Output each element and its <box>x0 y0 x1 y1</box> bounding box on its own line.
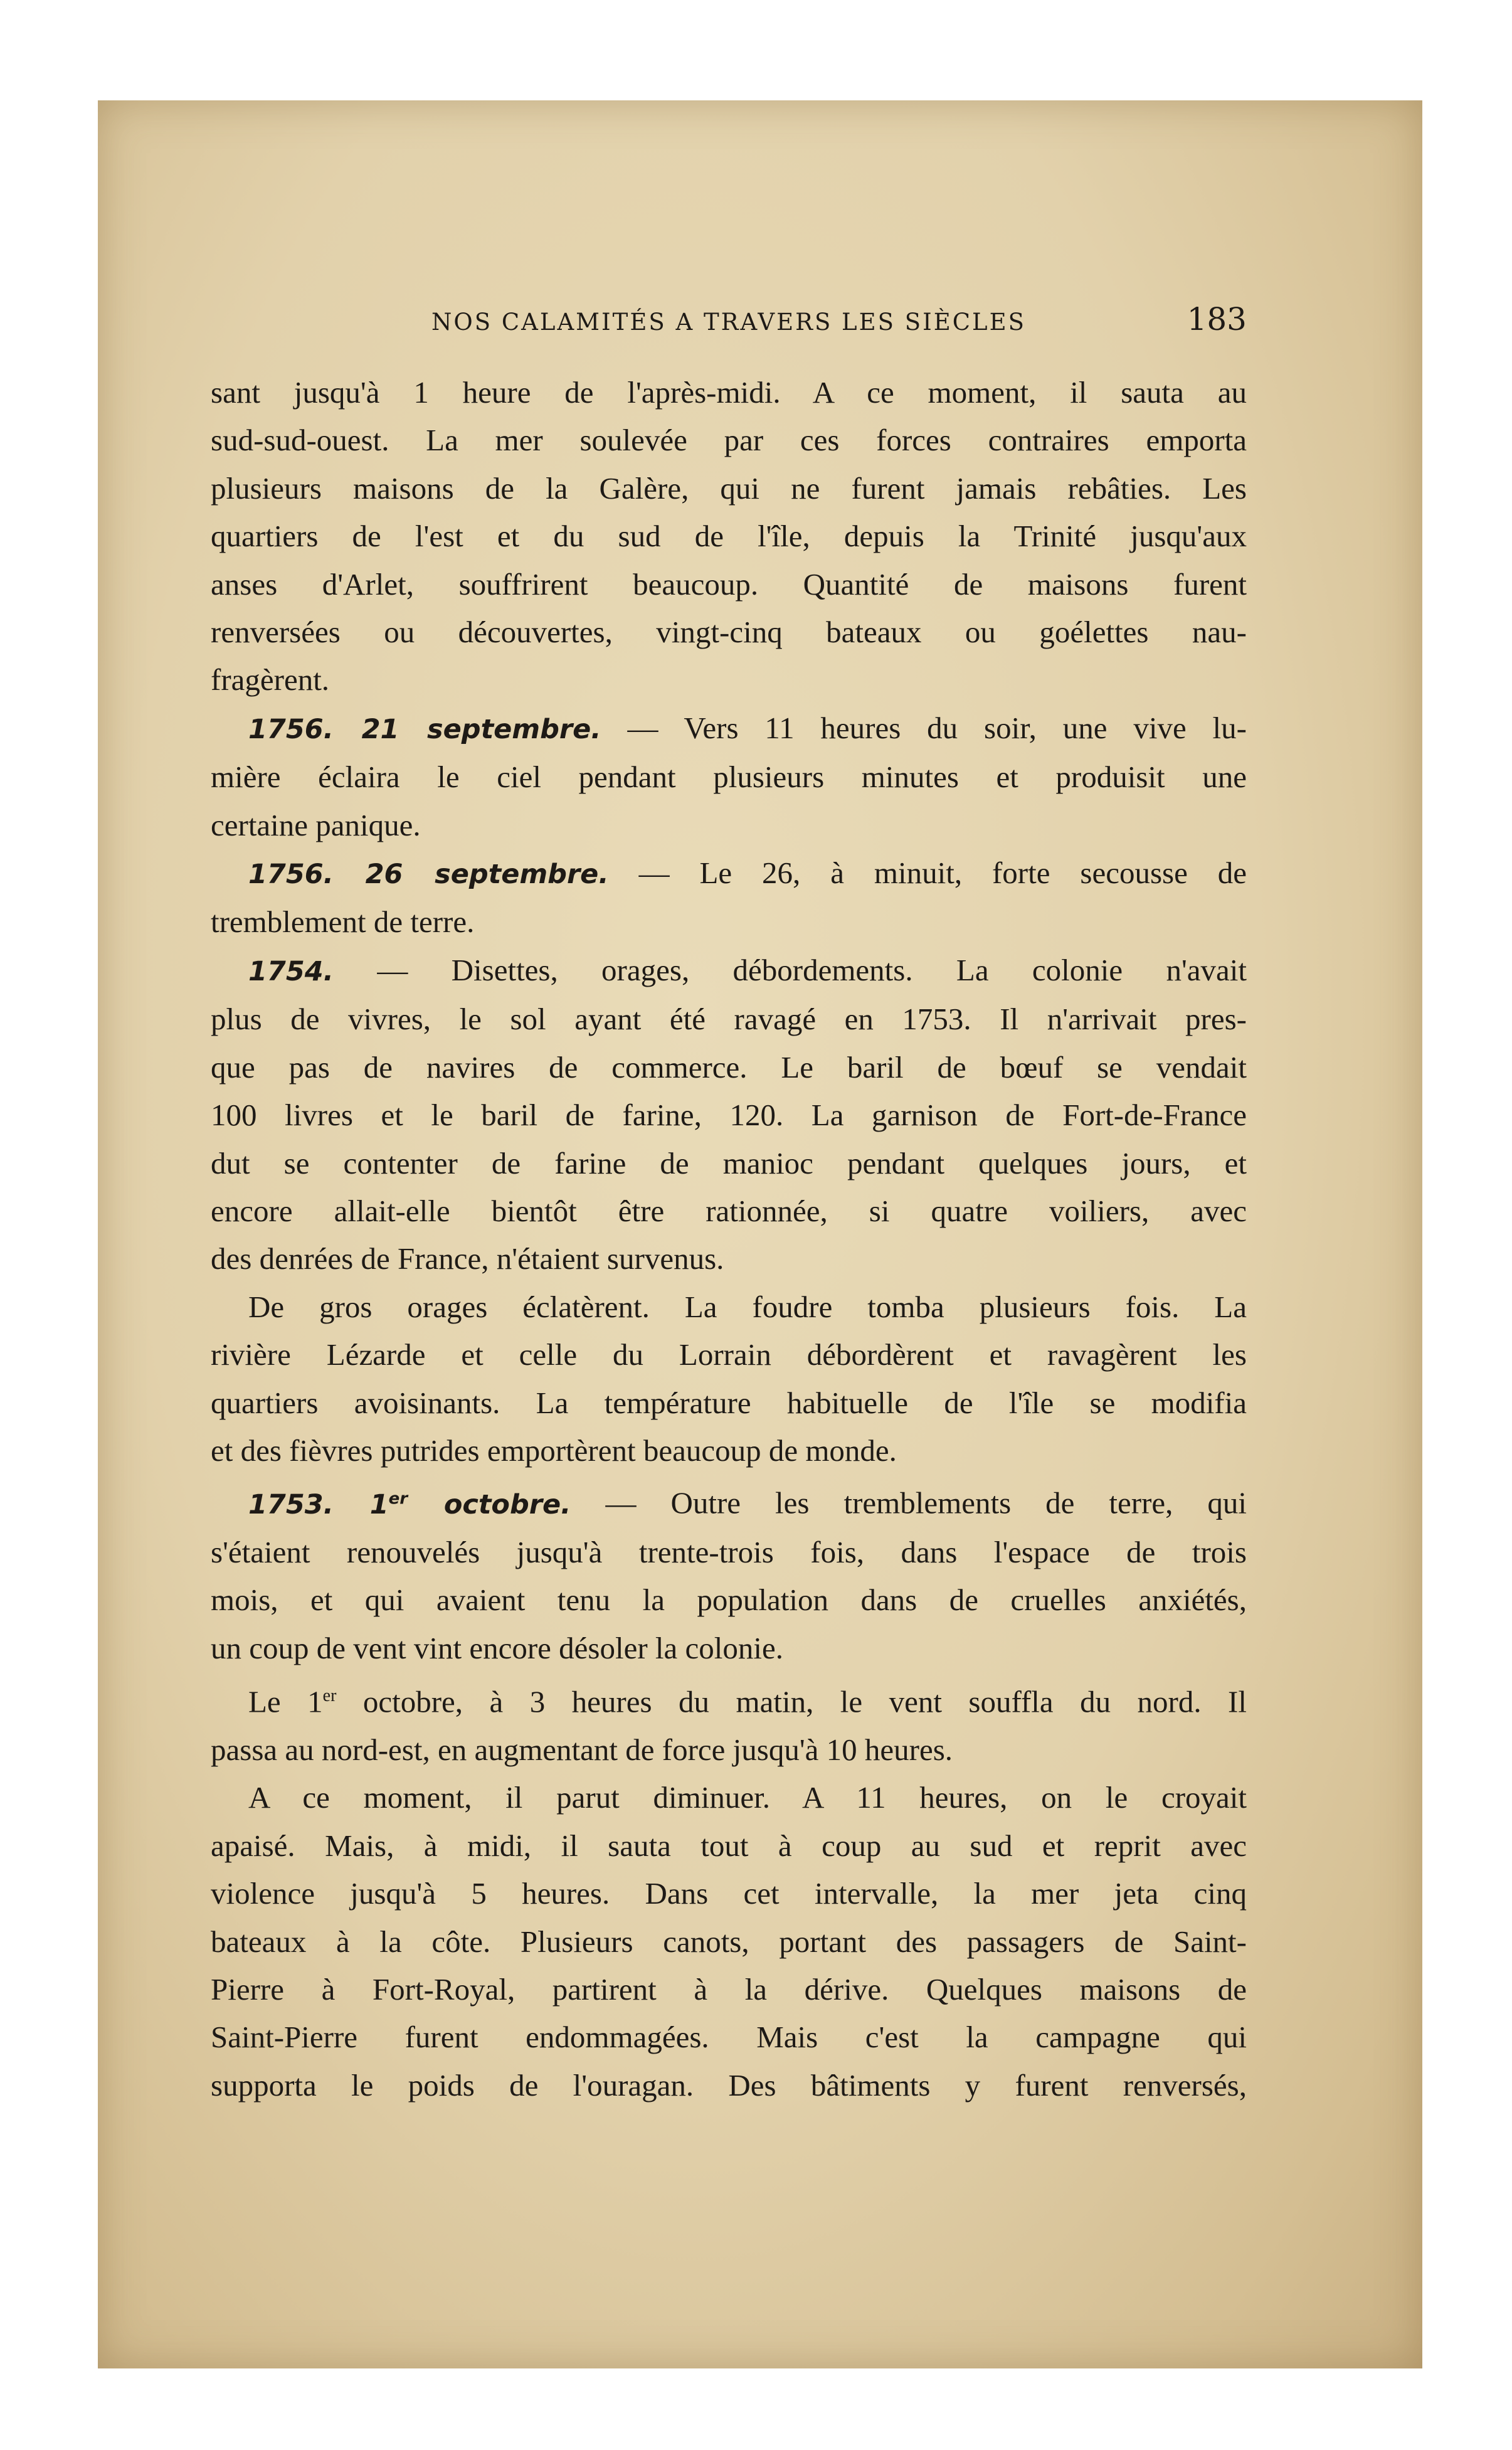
body-text <box>211 369 1247 2109</box>
text-line: fragèrent. <box>211 662 330 697</box>
text-line <box>211 1475 1247 1529</box>
text-line: et des fièvres putrides emportèrent beaucoup de monde. <box>211 1433 897 1468</box>
text-run: — Le 26, à minuit, forte secousse de <box>608 856 1247 891</box>
text-run: — Vers 11 heures du soir, une vive lu- <box>601 710 1247 745</box>
text-line: violence jusqu'à 5 heures. Dans cet intervalle, la mer jeta cinq <box>211 1876 1247 1911</box>
text-line: sud-sud-ouest. La mer soulevée par ces forces contraires emporta <box>211 423 1247 458</box>
text-line: sant jusqu'à 1 heure de l'après-midi. A ce moment, il sauta au <box>211 375 1247 410</box>
entry-date: 1754. <box>248 955 334 987</box>
text-line <box>211 947 1247 995</box>
text-line: 100 livres et le baril de farine, 120. La garnison de Fort-de-France <box>211 1098 1247 1133</box>
date-ordinal: er <box>388 1489 408 1509</box>
text-line: un coup de vent vint encore désoler la colonie. <box>211 1630 783 1665</box>
ordinal-suffix: er <box>322 1686 337 1706</box>
text-line: mois, et qui avaient tenu la population dans de cruelles anxiétés, <box>211 1583 1247 1618</box>
text-line: anses d'Arlet, souffrirent beaucoup. Quantité de maisons furent <box>211 566 1247 602</box>
text-line: passa au nord-est, en augmentant de force jusqu'à 10 heures. <box>211 1732 953 1768</box>
text-line: plusieurs maisons de la Galère, qui ne furent jamais rebâties. Les <box>211 470 1247 506</box>
paragraph <box>211 704 1247 849</box>
text-line: quartiers de l'est et du sud de l'île, depuis la Trinité jusqu'aux <box>211 519 1247 554</box>
entry-date <box>248 1489 571 1520</box>
text-line: supporta le poids de l'ouragan. Des bâtiments y furent renversés, <box>211 2067 1247 2103</box>
text-line: A ce moment, il parut diminuer. A 11 heures, on le croyait <box>248 1780 1247 1815</box>
paragraph <box>211 1774 1247 2109</box>
paragraph <box>211 369 1247 704</box>
date-tail: octobre. <box>408 1488 571 1520</box>
text-line <box>211 704 1247 753</box>
text-line: que pas de navires de commerce. Le baril de bœuf se vendait <box>211 1049 1247 1084</box>
text-line: tremblement de terre. <box>211 904 475 940</box>
page-number: 183 <box>1187 301 1247 337</box>
text-line <box>211 1672 1247 1726</box>
text-line: De gros orages éclatèrent. La foudre tomba plusieurs fois. La <box>248 1289 1247 1324</box>
text-line: quartiers avoisinants. La température habituelle de l'île se modifia <box>211 1385 1247 1420</box>
text-line <box>211 849 1247 898</box>
text-line: s'étaient renouvelés jusqu'à trente-trois fois, dans l'espace de trois <box>211 1535 1247 1570</box>
text-line: rivière Lézarde et celle du Lorrain débordèrent et ravagèrent les <box>211 1337 1247 1372</box>
text-line: plus de vivres, le sol ayant été ravagé en 1753. Il n'arrivait pres- <box>211 1002 1247 1037</box>
text-line: apaisé. Mais, à midi, il sauta tout à coup au sud et reprit avec <box>211 1828 1247 1863</box>
text-run: octobre, à 3 heures du matin, le vent souffla du nord. Il <box>336 1684 1247 1719</box>
text-line: Pierre à Fort-Royal, partirent à la dérive. Quelques maisons de <box>211 1972 1247 2007</box>
text-line: Saint-Pierre furent endommagées. Mais c'est la campagne qui <box>211 2020 1247 2055</box>
text-line: certaine panique. <box>211 807 421 842</box>
text-line: renversées ou découvertes, vingt-cinq bateaux ou goélettes nau- <box>211 615 1247 650</box>
text-run: Le 1 <box>248 1684 323 1719</box>
entry-date: 1756. 21 septembre. <box>248 713 601 745</box>
text-run: — Outre les tremblements de terre, qui <box>571 1485 1247 1520</box>
text-run: — Disettes, orages, débordements. La colonie n'avait <box>334 952 1247 987</box>
text-line: mière éclaira le ciel pendant plusieurs minutes et produisit une <box>211 760 1247 795</box>
text-line: bateaux à la côte. Plusieurs canots, portant des passagers de Saint- <box>211 1924 1247 1959</box>
paragraph <box>211 1672 1247 1774</box>
paragraph <box>211 1283 1247 1475</box>
text-line: des denrées de France, n'étaient survenus. <box>211 1241 724 1276</box>
text-line: dut se contenter de farine de manioc pendant quelques jours, et <box>211 1145 1247 1180</box>
running-title: NOS CALAMITÉS A TRAVERS LES SIÈCLES <box>431 309 1026 336</box>
paragraph <box>211 849 1247 947</box>
date-text: 1753. 1 <box>248 1488 389 1520</box>
text-line: encore allait-elle bientôt être rationnée, si quatre voiliers, avec <box>211 1193 1247 1228</box>
entry-date: 1756. 26 septembre. <box>248 859 609 891</box>
running-header <box>211 301 1247 345</box>
paragraph <box>211 947 1247 1283</box>
paragraph <box>211 1475 1247 1672</box>
